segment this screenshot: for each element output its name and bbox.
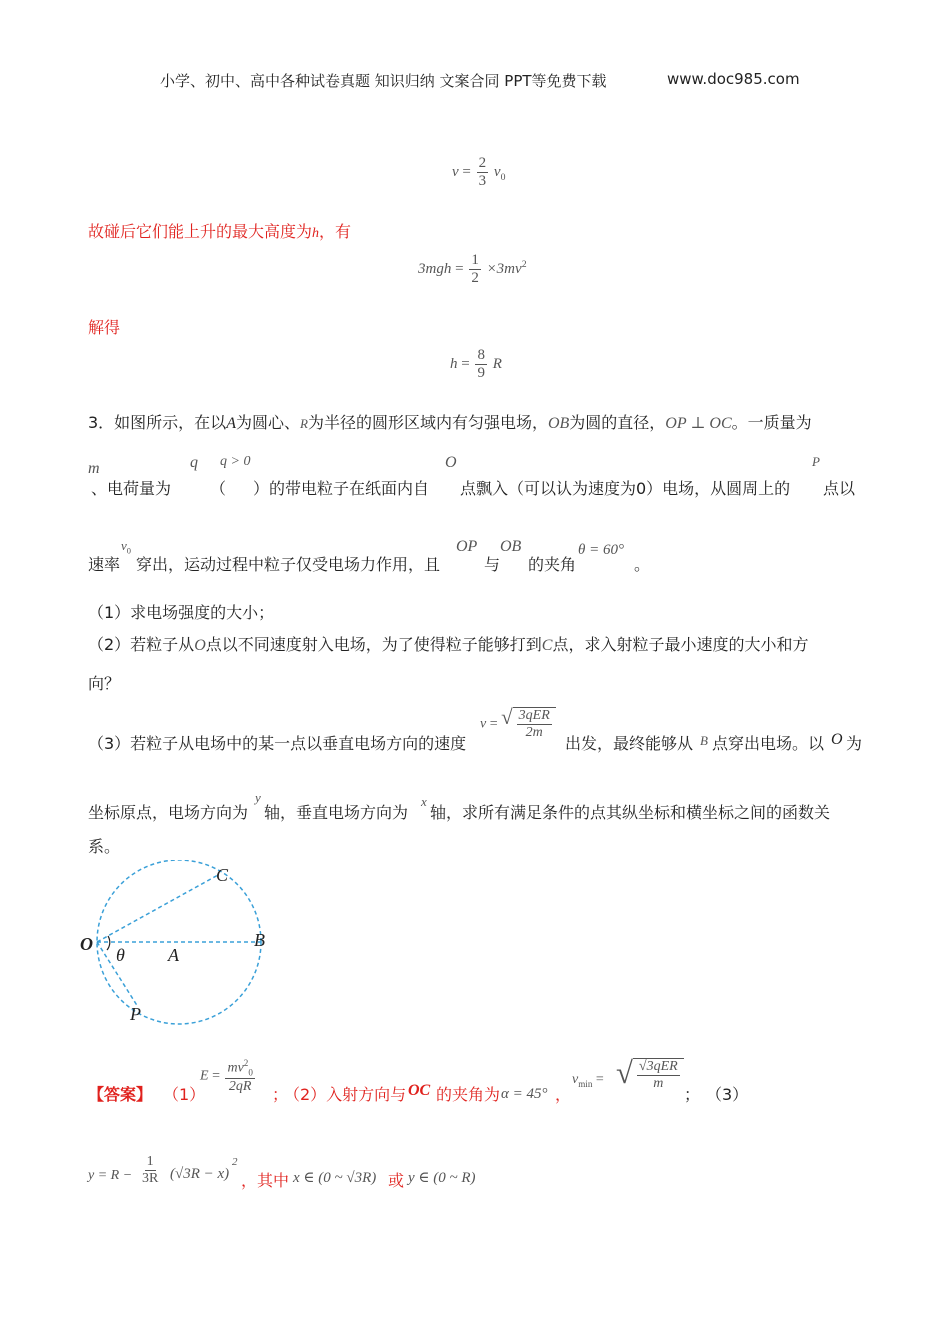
chord-OC <box>97 875 218 942</box>
text-max-height: 故碰后它们能上升的最大高度为h，有 <box>88 222 352 241</box>
question-1: （1）求电场强度的大小； <box>88 603 275 622</box>
label-O: O <box>80 934 93 954</box>
label-A: A <box>168 945 179 965</box>
equation-velocity: v = $\frac{2}{3}$ $v_0$ <box>452 155 506 190</box>
equation-height: h = $\frac{8}{9}$ R <box>450 347 502 382</box>
circle-figure <box>80 860 280 1030</box>
problem-line-2: m 、电荷量为 q （ q > 0 ）的带电粒子在纸面内自 O 点飘入（可以认为速度为0）电场，从圆周上的 P 点以 <box>88 454 856 498</box>
problem-line-1: 3．如图所示，在以A为圆心、R为半径的圆形区域内有匀强电场，OB为圆的直径，OP ⊥ OC。一质量为 <box>88 413 812 432</box>
label-P: P <box>130 1004 141 1024</box>
header-url[interactable]: www.doc985.com <box>667 70 800 88</box>
problem-line-3: 速率 $v_0$ 穿出，运动过程中粒子仅受电场力作用，且 OP 与 OB 的夹角 θ = 60° 。 <box>88 538 651 574</box>
header-banner: 小学、初中、高中各种试卷真题 知识归纳 文案合同 PPT等免费下载 <box>160 72 607 90</box>
label-theta: θ <box>116 945 125 965</box>
label-B: B <box>254 930 265 950</box>
answer-line-1: 【答案】 （1） E = $\frac{mv^2_0}{2qR}$ ； （2）入射方向与 OC 的夹角为 α = 45° ， $v_{min}$ = √ $\frac{\text{√3qER}}{m}$ ； （3） <box>88 1056 749 1104</box>
text-solve: 解得 <box>88 318 121 337</box>
label-C: C <box>216 865 229 885</box>
question-2: （2）若粒子从O点以不同速度射入电场，为了使得粒子能够打到C点，求入射粒子最小速度的大小和方 <box>88 635 809 654</box>
angle-arc <box>107 936 110 950</box>
answer-line-2: y = R − $\frac{1}{3R}$ (√3R − x) 2 ，其中 x ∈ (0 ~ √3R) 或 y ∈ (0 ~ R) <box>88 1154 476 1190</box>
question-3-end: 系。 <box>88 837 121 856</box>
equation-energy: 3mgh = $\frac{1}{2}$ $\times 3mv^2$ <box>418 252 527 287</box>
question-3: （3）若粒子从电场中的某一点以垂直电场方向的速度 v = √ $\frac{\text{3qER}}{2m}$ 出发，最终能够从 B 点穿出电场。以 O 为 <box>88 705 863 753</box>
question-2-cont: 向？ <box>88 674 121 693</box>
question-3-cont: 坐标原点，电场方向为 y 轴，垂直电场方向为 x 轴，求所有满足条件的点其纵坐标和横坐标之间的函数关 <box>88 790 831 822</box>
